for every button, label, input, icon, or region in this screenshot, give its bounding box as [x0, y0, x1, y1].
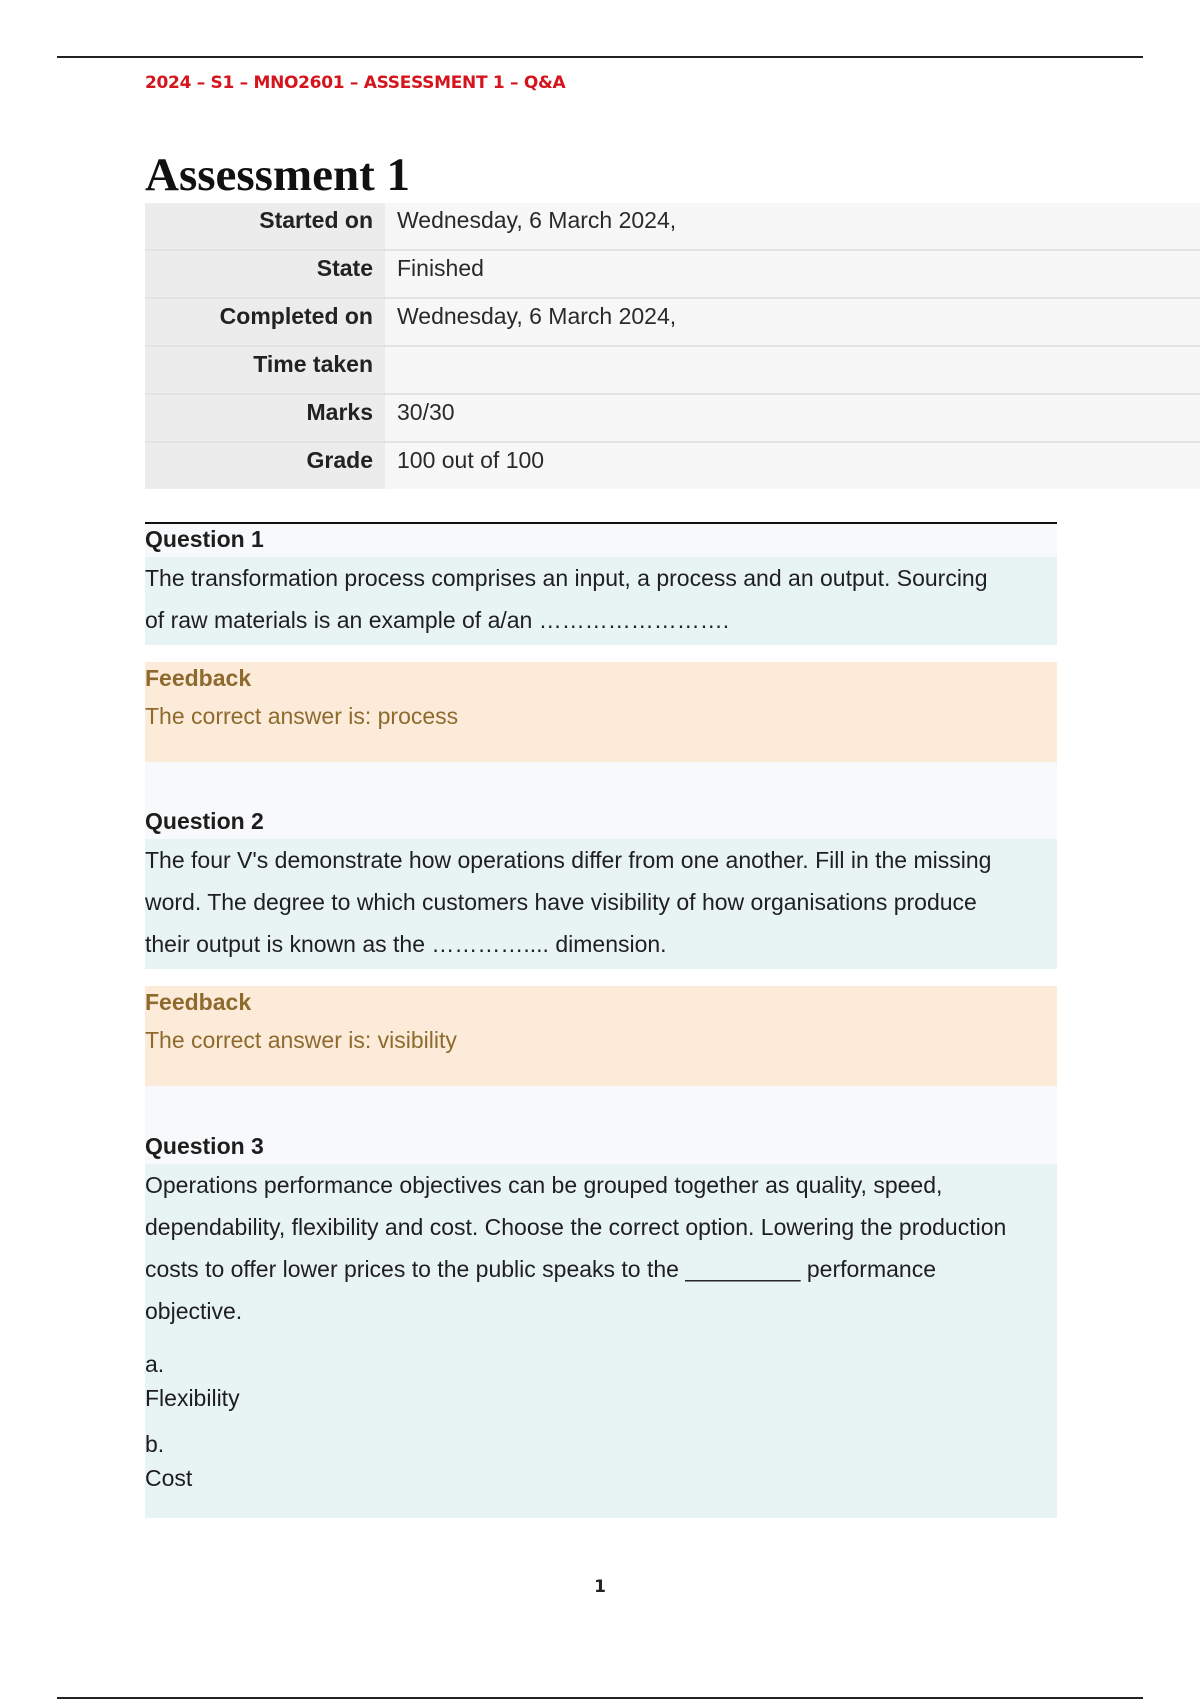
question-block-1 — [145, 522, 1057, 814]
feedback-panel — [145, 986, 1057, 1086]
summary-value: Wednesday, 6 March 2024, — [385, 299, 1200, 345]
question-text-line: word. The degree to which customers have visibility of how organisations produce — [145, 889, 977, 915]
attempt-summary-section — [145, 140, 1200, 489]
question-text-line: objective. — [145, 1298, 243, 1324]
summary-row-started-on — [145, 203, 1200, 251]
question-text-line: dependability, flexibility and cost. Choose the correct option. Lowering the production — [145, 1214, 1007, 1240]
summary-row-state — [145, 251, 1200, 299]
question-text-line: Operations performance objectives can be grouped together as quality, speed, — [145, 1172, 943, 1198]
question-block-2 — [145, 806, 1057, 1138]
summary-row-time-taken — [145, 347, 1200, 395]
question-text — [145, 557, 1057, 645]
summary-row-grade — [145, 443, 1200, 489]
question-text-line: their output is known as the ………….... dimension. — [145, 931, 667, 957]
question-text — [145, 839, 1057, 969]
summary-value: 30/30 — [385, 395, 1200, 441]
summary-value — [385, 347, 1200, 393]
question-title: Question 2 — [145, 806, 1057, 839]
summary-label: Marks — [145, 395, 385, 441]
question-text — [145, 1164, 1057, 1336]
summary-value: 100 out of 100 — [385, 443, 1200, 489]
page-number: 1 — [594, 1577, 606, 1597]
answer-option-b — [145, 1416, 1057, 1496]
question-block-3 — [145, 1131, 1057, 1518]
feedback-panel — [145, 662, 1057, 762]
summary-label: Started on — [145, 203, 385, 249]
summary-label: Grade — [145, 443, 385, 489]
feedback-title: Feedback — [145, 989, 252, 1015]
question-title: Question 3 — [145, 1131, 1057, 1164]
question-text-line: The transformation process comprises an input, a process and an output. Sourcing — [145, 565, 988, 591]
option-letter: b. — [145, 1431, 165, 1457]
summary-row-marks — [145, 395, 1200, 443]
summary-label: State — [145, 251, 385, 297]
question-text-line: costs to offer lower prices to the public speaks to the _________ performance — [145, 1256, 936, 1282]
answer-options — [145, 1336, 1057, 1518]
question-text-line: of raw materials is an example of a/an ……………………. — [145, 607, 730, 633]
attempt-summary-table — [145, 203, 1200, 489]
bottom-rule — [57, 1697, 1143, 1699]
question-text-line: The four V's demonstrate how operations differ from one another. Fill in the missing — [145, 847, 992, 873]
answer-option-a — [145, 1336, 1057, 1416]
option-label: Flexibility — [145, 1385, 240, 1411]
summary-row-completed-on — [145, 299, 1200, 347]
question-title: Question 1 — [145, 524, 1057, 557]
option-letter: a. — [145, 1351, 165, 1377]
summary-label: Time taken — [145, 347, 385, 393]
summary-label: Completed on — [145, 299, 385, 345]
feedback-answer: The correct answer is: process — [145, 703, 459, 729]
feedback-title: Feedback — [145, 665, 252, 691]
top-rule — [57, 56, 1143, 58]
option-label: Cost — [145, 1465, 193, 1491]
summary-value: Finished — [385, 251, 1200, 297]
summary-value: Wednesday, 6 March 2024, — [385, 203, 1200, 249]
page-title: Assessment 1 — [145, 149, 411, 201]
feedback-answer: The correct answer is: visibility — [145, 1027, 457, 1053]
document-header: 2024 – S1 – MNO2601 – ASSESSMENT 1 – Q&A — [145, 73, 566, 93]
